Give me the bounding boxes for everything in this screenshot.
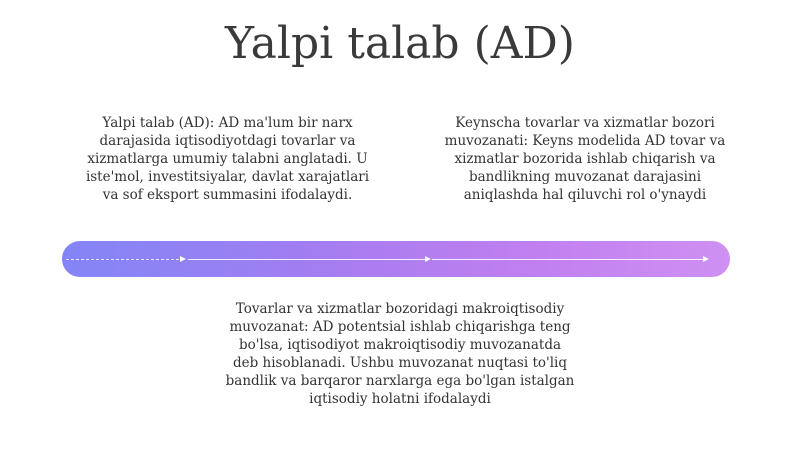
text-block-definition: Yalpi talab (AD): AD ma'lum bir narx darajasida iqtisodiyotdagi tovarlar va xizmatlarga umumiy talabni anglatadi. U iste'mol, investitsiyalar, davlat xarajatlari va sof eksport summasini ifodalaydi. — [85, 115, 370, 203]
slide-title: Yalpi talab (AD) — [225, 18, 575, 69]
arrow-right-icon — [703, 256, 709, 262]
timeline-solid-segment-1 — [188, 259, 428, 260]
arrow-right-icon — [180, 256, 186, 262]
timeline-dashed-segment — [66, 259, 184, 260]
timeline-solid-segment-2 — [432, 259, 706, 260]
text-block-keynes-equilibrium: Keynscha tovarlar va xizmatlar bozori muvozanati: Keyns modelida AD tovar va xizmatlar bozorida ishlab chiqarish va bandlikning muvozanat darajasini aniqlashda hal qiluvchi rol o'ynaydi — [444, 115, 726, 203]
arrow-right-icon — [425, 256, 431, 262]
text-block-macro-equilibrium: Tovarlar va xizmatlar bozoridagi makroiqtisodiy muvozanat: AD potentsial ishlab chiqarishga teng bo'lsa, iqtisodiyot makroiqtisodiy muvozanatda deb hisoblanadi. Ushbu muvozanat nuqtasi to'liq bandlik va barqaror narxlarga ega bo'lgan istalgan iqtisodiy holatni ifodalaydi — [225, 301, 575, 407]
